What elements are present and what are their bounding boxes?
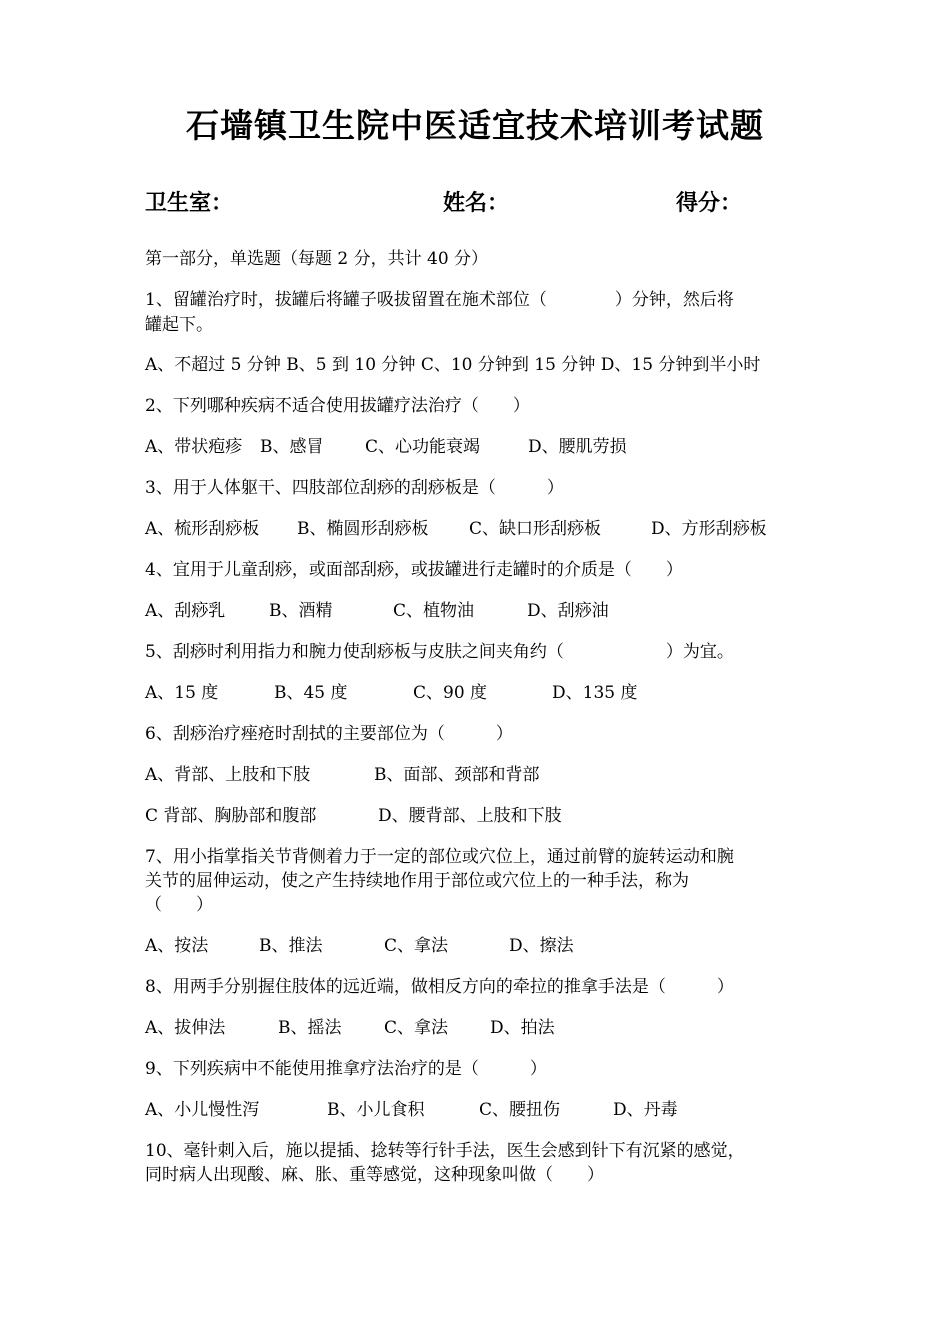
option-a: A、背部、上肢和下肢	[145, 765, 311, 785]
question-7-stem-line-3: （ ）	[145, 895, 213, 915]
option-d: D、腰肌劳损	[528, 437, 627, 457]
question-9-options	[145, 1099, 825, 1122]
option-b: B、感冒	[260, 437, 324, 457]
question-6-options-row-1	[145, 764, 825, 787]
name-field-label: 姓名：	[443, 191, 510, 216]
option-b: B、摇法	[278, 1018, 342, 1038]
question-1-options: A、不超过 5 分钟 B、5 到 10 分钟 C、10 分钟到 15 分钟 D、15 分钟到半小时	[145, 355, 761, 375]
question-4-stem: 4、宜用于儿童刮痧，或面部刮痧，或拔罐进行走罐时的介质是（ ）	[145, 560, 683, 580]
question-2-stem: 2、下列哪种疾病不适合使用拔罐疗法治疗（ ）	[145, 396, 530, 416]
option-d: D、拍法	[490, 1018, 555, 1038]
option-a: A、拔伸法	[145, 1018, 226, 1038]
option-c: C、植物油	[393, 601, 475, 621]
option-d: D、擦法	[509, 936, 574, 956]
option-a: A、梳形刮痧板	[145, 519, 260, 539]
option-b: B、酒精	[269, 601, 333, 621]
question-8-options	[145, 1017, 825, 1040]
exam-title: 石墙镇卫生院中医适宜技术培训考试题	[186, 106, 764, 145]
option-a: A、刮痧乳	[145, 601, 226, 621]
question-6-stem: 6、刮痧治疗痤疮时刮拭的主要部位为（ ）	[145, 724, 513, 744]
question-8-stem: 8、用两手分别握住肢体的远近端，做相反方向的牵拉的推拿手法是（ ）	[145, 977, 734, 997]
option-c: C、90 度	[413, 683, 488, 703]
question-5-stem: 5、刮痧时利用指力和腕力使刮痧板与皮肤之间夹角约（ ）为宜。	[145, 642, 734, 662]
question-9-stem: 9、下列疾病中不能使用推拿疗法治疗的是（ ）	[145, 1059, 547, 1079]
option-d: D、腰背部、上肢和下肢	[378, 806, 562, 826]
option-c: C 背部、胸胁部和腹部	[145, 806, 317, 826]
option-c: C、心功能衰竭	[365, 437, 481, 457]
question-10-stem-line-2: 同时病人出现酸、麻、胀、重等感觉，这种现象叫做（ ）	[145, 1165, 604, 1185]
question-1-stem-line-1: 1、留罐治疗时，拔罐后将罐子吸拔留置在施术部位（ ）分钟，然后将	[145, 290, 734, 310]
question-6-options-row-2	[145, 805, 825, 828]
option-c: C、腰扭伤	[479, 1100, 561, 1120]
question-3-stem: 3、用于人体躯干、四肢部位刮痧的刮痧板是（ ）	[145, 478, 564, 498]
question-1-stem-line-2: 罐起下。	[145, 315, 213, 335]
option-b: B、45 度	[274, 683, 348, 703]
option-b: B、小儿食积	[327, 1100, 425, 1120]
question-2-options	[145, 436, 825, 459]
question-4-options	[145, 600, 825, 623]
question-7-options	[145, 935, 825, 958]
question-5-options	[145, 682, 825, 705]
question-3-options	[145, 518, 825, 541]
option-a: A、带状疱疹	[145, 437, 243, 457]
score-field-label: 得分：	[676, 191, 743, 216]
option-a: A、15 度	[145, 683, 219, 703]
option-c: C、拿法	[384, 936, 449, 956]
option-d: D、方形刮痧板	[651, 519, 767, 539]
option-b: B、面部、颈部和背部	[374, 765, 540, 785]
question-7-stem-line-2: 关节的屈伸运动，使之产生持续地作用于部位或穴位上的一种手法，称为	[145, 871, 689, 891]
option-c: C、缺口形刮痧板	[469, 519, 602, 539]
question-10-stem-line-1: 10、毫针刺入后，施以提插、捻转等行针手法，医生会感到针下有沉紧的感觉，	[145, 1141, 745, 1161]
clinic-field-label: 卫生室：	[145, 191, 234, 216]
section-heading: 第一部分，单选题（每题 2 分，共计 40 分）	[145, 249, 489, 269]
option-b: B、椭圆形刮痧板	[297, 519, 429, 539]
option-d: D、丹毒	[613, 1100, 678, 1120]
option-c: C、拿法	[384, 1018, 449, 1038]
question-7-stem-line-1: 7、用小指掌指关节背侧着力于一定的部位或穴位上，通过前臂的旋转运动和腕	[145, 847, 734, 867]
option-d: D、135 度	[552, 683, 638, 703]
option-a: A、按法	[145, 936, 209, 956]
option-b: B、推法	[259, 936, 323, 956]
option-d: D、刮痧油	[527, 601, 609, 621]
option-a: A、小儿慢性泻	[145, 1100, 260, 1120]
